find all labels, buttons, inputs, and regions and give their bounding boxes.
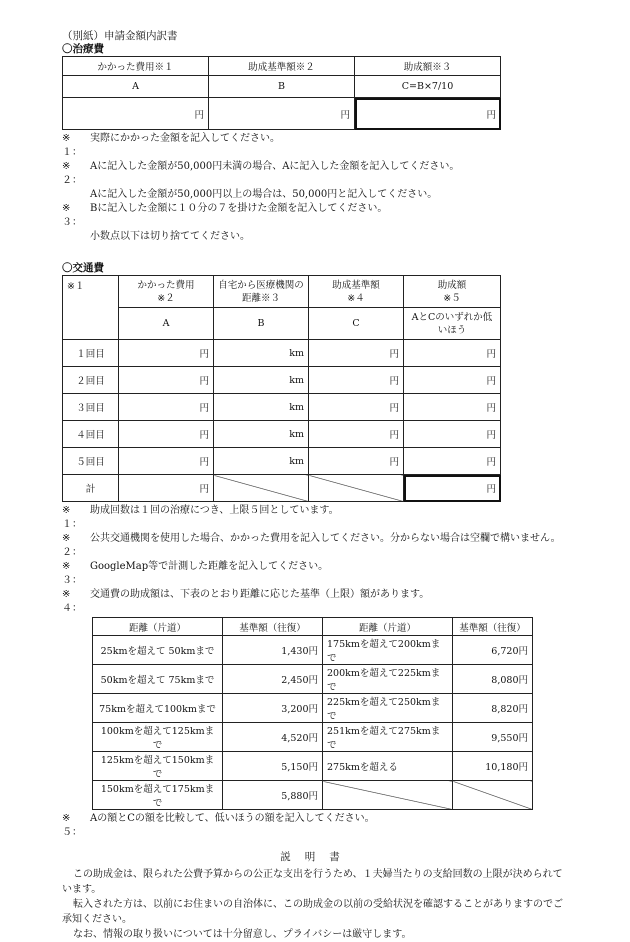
transport-header-d: 助成額 ※５	[404, 276, 501, 308]
rate-amount: 8,820円	[453, 694, 533, 723]
explanation-paragraph-1: この助成金は、限られた公費予算からの公正な支出を行うため、１夫婦当たりの支給回数の上限が決められています。	[62, 869, 563, 895]
explanation-paragraph-3: なお、情報の取り扱いについては十分留意し、プライバシーは厳守します。	[73, 929, 412, 940]
treatment-note-2b: Aに記入した金額が50,000円以上の場合は、50,000円と記入してください。	[90, 189, 438, 200]
table-row	[63, 448, 501, 475]
treatment-input-b[interactable]: 円	[209, 98, 355, 130]
treatment-input-c[interactable]: 円	[355, 98, 501, 130]
row-label: ４回目	[63, 421, 119, 448]
cost-cell[interactable]: 円	[119, 421, 214, 448]
cost-cell[interactable]: 円	[119, 394, 214, 421]
rate-amount: 4,520円	[223, 723, 323, 752]
transport-header-b: 自宅から医療機関の距離※３	[214, 276, 309, 308]
table-row	[63, 340, 501, 367]
transport-note-3: ※３： GoogleMap等で計測した距離を記入してください。	[62, 561, 329, 586]
standard-cell[interactable]: 円	[309, 340, 404, 367]
total-label: 計	[63, 475, 119, 502]
subsidy-cell[interactable]: 円	[404, 367, 501, 394]
transport-letter-d: AとCのいずれか低いほう	[404, 308, 501, 340]
cost-cell[interactable]: 円	[119, 340, 214, 367]
standard-cell[interactable]: 円	[309, 421, 404, 448]
rate-amount: 6,720円	[453, 636, 533, 665]
transport-note-5-block	[62, 812, 572, 840]
table-row	[93, 665, 533, 694]
rate-empty-diagonal	[323, 781, 453, 810]
transport-letter-b: B	[214, 308, 309, 340]
subsidy-cell[interactable]: 円	[404, 394, 501, 421]
rate-amount: 3,200円	[223, 694, 323, 723]
distance-cell[interactable]: km	[214, 421, 309, 448]
subsidy-cell[interactable]: 円	[404, 448, 501, 475]
treatment-heading: 〇治療費	[62, 43, 104, 55]
rate-distance: 25kmを超えて 50kmまで	[93, 636, 223, 665]
rate-header-distance: 距離（片道）	[93, 618, 223, 636]
rate-header-amount: 基準額（往復）	[223, 618, 323, 636]
distance-cell[interactable]: km	[214, 448, 309, 475]
table-row	[93, 781, 533, 810]
rate-distance: 225kmを超えて250kmまで	[323, 694, 453, 723]
distance-cell[interactable]: km	[214, 394, 309, 421]
rate-amount: 2,450円	[223, 665, 323, 694]
page-title: （別紙）申請金額内訳書	[62, 30, 178, 42]
standard-cell[interactable]: 円	[309, 394, 404, 421]
rate-table	[92, 617, 533, 810]
treatment-input-a[interactable]: 円	[63, 98, 209, 130]
subsidy-cell[interactable]: 円	[404, 421, 501, 448]
treatment-header-c: 助成額※３	[355, 57, 501, 76]
transport-corner: ※１	[63, 276, 119, 340]
table-row	[63, 394, 501, 421]
subsidy-cell[interactable]: 円	[404, 340, 501, 367]
transport-note-2: ※２： 公共交通機関を使用した場合、かかった費用を記入してください。分からない場合は空欄で構いません。	[62, 533, 561, 558]
treatment-header-a: かかった費用※１	[63, 57, 209, 76]
transport-letter-a: A	[119, 308, 214, 340]
transport-note-5: ※５： Aの額とCの額を比較して、低いほうの額を記入してください。	[62, 813, 375, 838]
rate-amount: 9,550円	[453, 723, 533, 752]
treatment-note-2: ※２： Aに記入した金額が50,000円未満の場合、Aに記入した金額を記入してください。	[62, 161, 460, 186]
treatment-letter-c: C=B×7/10	[355, 76, 501, 98]
treatment-note-3: ※３： Bに記入した金額に１０分の７を掛けた金額を記入してください。	[62, 203, 388, 228]
row-label: ２回目	[63, 367, 119, 394]
total-standard-diagonal	[309, 475, 404, 502]
rate-distance: 175kmを超えて200kmまで	[323, 636, 453, 665]
rate-amount: 5,150円	[223, 752, 323, 781]
total-distance-diagonal	[214, 475, 309, 502]
table-row	[93, 752, 533, 781]
rate-distance: 251kmを超えて275kmまで	[323, 723, 453, 752]
distance-cell[interactable]: km	[214, 340, 309, 367]
treatment-letter-b: B	[209, 76, 355, 98]
table-row	[93, 723, 533, 752]
rate-distance: 150kmを超えて175kmまで	[93, 781, 223, 810]
rate-distance: 75kmを超えて100kmまで	[93, 694, 223, 723]
total-subsidy-cell[interactable]: 円	[404, 475, 501, 502]
table-row	[63, 367, 501, 394]
rate-empty-diagonal-2	[453, 781, 533, 810]
total-cost-cell[interactable]: 円	[119, 475, 214, 502]
treatment-note-3b: 小数点以下は切り捨ててください。	[90, 231, 250, 242]
transport-notes	[62, 504, 572, 616]
explanation-paragraph-2: 転入された方は、以前にお住まいの自治体に、この助成金の以前の受給状況を確認することがありますのでご承知ください。	[62, 899, 563, 925]
rate-distance: 125kmを超えて150kmまで	[93, 752, 223, 781]
standard-cell[interactable]: 円	[309, 448, 404, 475]
row-label: ５回目	[63, 448, 119, 475]
rate-distance: 200kmを超えて225kmまで	[323, 665, 453, 694]
transport-header-c: 助成基準額 ※４	[309, 276, 404, 308]
rate-distance: 100kmを超えて125kmまで	[93, 723, 223, 752]
table-row	[93, 694, 533, 723]
cost-cell[interactable]: 円	[119, 367, 214, 394]
rate-distance: 50kmを超えて 75kmまで	[93, 665, 223, 694]
rate-amount: 5,880円	[223, 781, 323, 810]
distance-cell[interactable]: km	[214, 367, 309, 394]
treatment-header-b: 助成基準額※２	[209, 57, 355, 76]
rate-amount: 8,080円	[453, 665, 533, 694]
transport-note-4: ※４： 交通費の助成額は、下表のとおり距離に応じた基準（上限）額があります。	[62, 589, 430, 614]
transport-heading: 〇交通費	[62, 262, 104, 274]
rate-amount: 1,430円	[223, 636, 323, 665]
standard-cell[interactable]: 円	[309, 367, 404, 394]
transport-note-1: ※１： 助成回数は１回の治療につき、上限５回としています。	[62, 505, 339, 530]
treatment-letter-a: A	[63, 76, 209, 98]
form-page	[62, 30, 572, 942]
transport-table	[62, 275, 501, 502]
explanation-title: 説明書	[280, 851, 354, 863]
table-row	[93, 636, 533, 665]
rate-amount: 10,180円	[453, 752, 533, 781]
row-label: ３回目	[63, 394, 119, 421]
transport-letter-c: C	[309, 308, 404, 340]
row-label: １回目	[63, 340, 119, 367]
treatment-table	[62, 56, 501, 130]
cost-cell[interactable]: 円	[119, 448, 214, 475]
rate-header-amount-2: 基準額（往復）	[453, 618, 533, 636]
rate-distance: 275kmを超える	[323, 752, 453, 781]
table-row	[63, 421, 501, 448]
explanation-body	[62, 867, 572, 942]
treatment-note-1: ※１： 実際にかかった金額を記入してください。	[62, 133, 280, 158]
treatment-notes	[62, 132, 572, 244]
transport-header-a: かかった費用 ※２	[119, 276, 214, 308]
total-row	[63, 475, 501, 502]
rate-header-distance-2: 距離（片道）	[323, 618, 453, 636]
